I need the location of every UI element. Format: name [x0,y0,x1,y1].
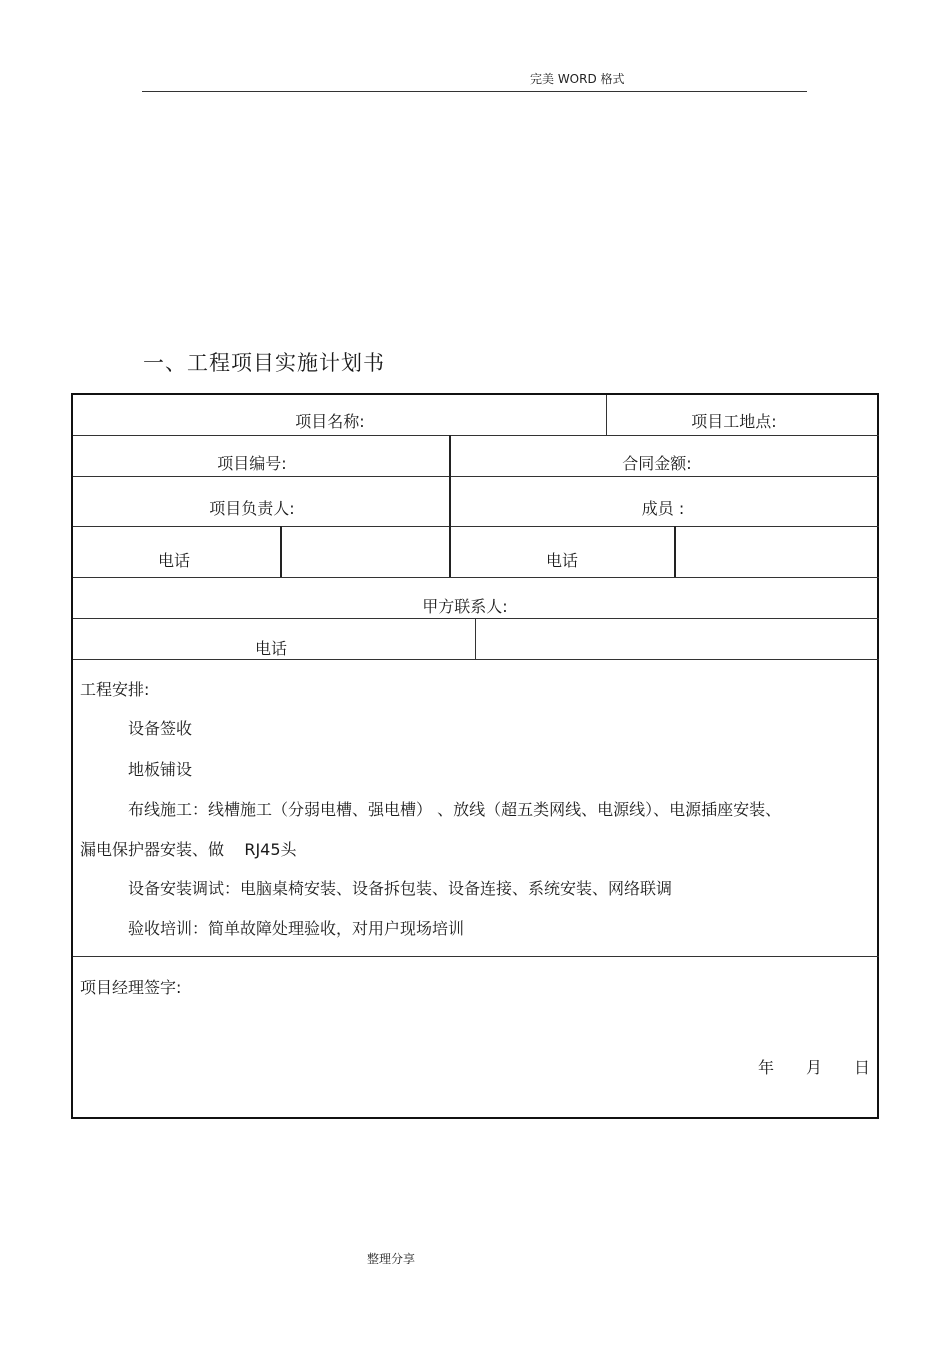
arrangement-item: 地板铺设 [128,760,193,779]
arrangement-item: 验收培训：简单故障处理验收，对用户现场培训 [128,919,465,938]
row-divider [73,476,879,477]
header-divider [142,91,807,92]
contract-amount-label: 合同金额: [622,454,692,473]
project-name-label: 项目名称: [295,412,365,431]
party-a-phone-label: 电话 [254,639,288,658]
row-divider [73,577,879,578]
project-site-label: 项目工地点: [691,412,777,431]
date-month: 月 [806,1058,823,1077]
party-a-contact-label: 甲方联系人: [422,597,508,616]
date-day: 日 [854,1058,871,1077]
section-title: 一、工程项目实施计划书 [143,351,385,375]
column-divider [449,435,451,577]
member-phone-label: 电话 [545,551,579,570]
arrangement-item: 布线施工：线槽施工（分弱电槽、强电槽） 、放线（超五类网线、电源线）、电源插座安装、 [128,800,782,819]
row-divider [73,435,879,436]
date-year: 年 [758,1058,775,1077]
manager-signature-label: 项目经理签字: [80,978,182,997]
column-divider [475,618,476,659]
leader-phone-label: 电话 [157,551,191,570]
project-plan-form [71,393,879,1119]
column-divider [606,395,607,435]
row-divider [73,526,879,527]
row-divider [73,659,879,660]
arrangement-item: 设备签收 [128,719,193,738]
project-leader-label: 项目负责人: [209,499,295,518]
column-divider [280,526,282,577]
column-divider [674,526,676,577]
project-number-label: 项目编号: [217,454,287,473]
row-divider [73,956,879,957]
page-footer: 整理分享 [367,1252,416,1266]
arrangement-item: 设备安装调试：电脑桌椅安装、设备拆包装、设备连接、系统安装、网络联调 [128,879,673,898]
arrangement-item: 漏电保护器安装、做 RJ45头 [80,840,297,859]
page-header: 完美 WORD 格式 [530,72,625,86]
row-divider [73,618,879,619]
members-label: 成员 : [641,499,685,518]
arrangement-heading: 工程安排: [80,680,150,699]
